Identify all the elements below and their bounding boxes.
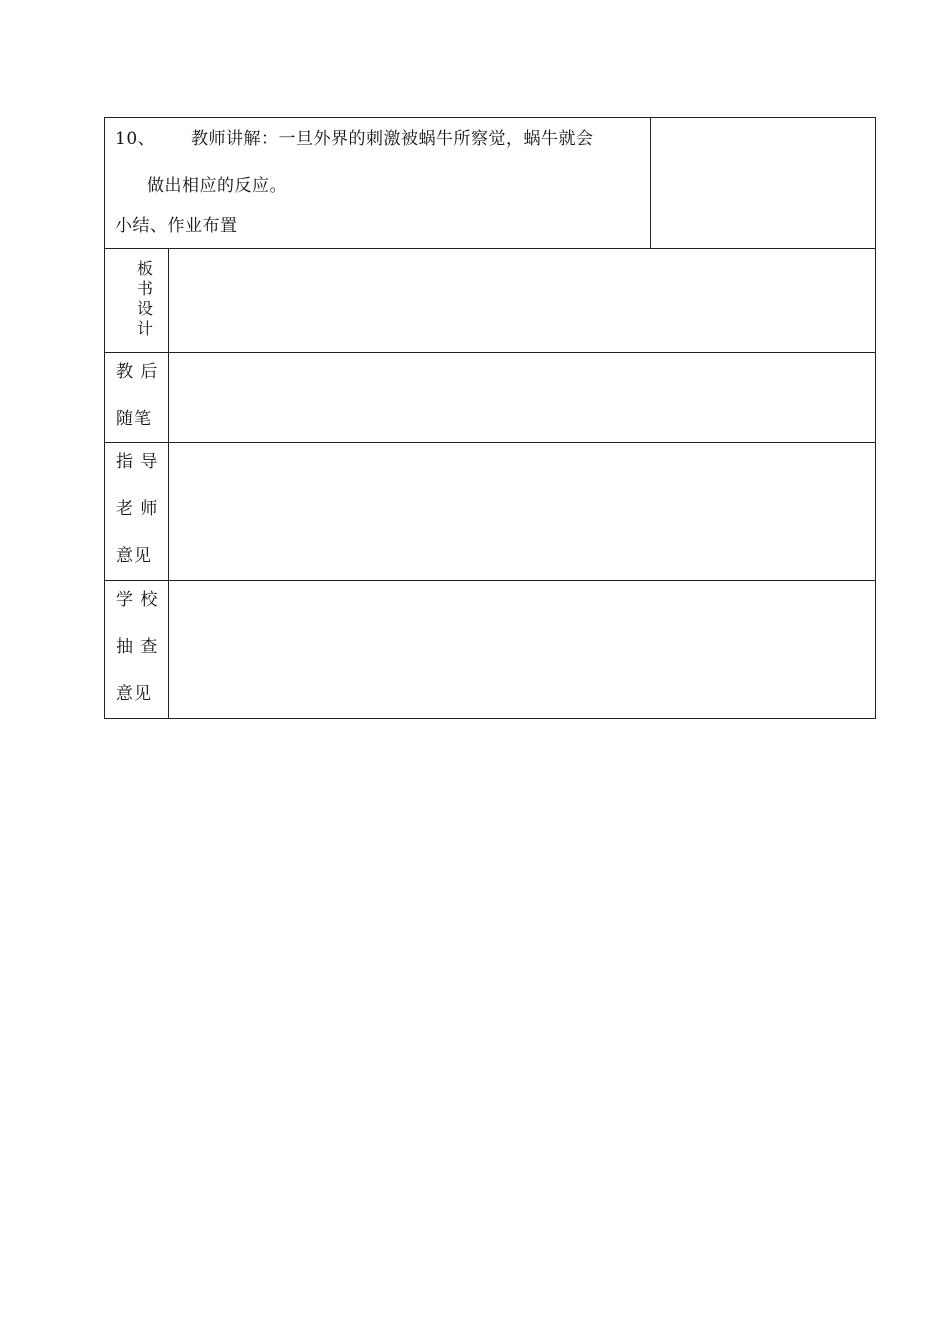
mentor-opinion-label-3: 意见 <box>116 546 152 566</box>
after-class-notes-row <box>104 353 876 443</box>
board-design-label: 板书设计 <box>136 259 153 338</box>
after-class-notes-label-cell <box>105 353 169 442</box>
school-check-label-cell <box>105 581 169 718</box>
lesson-step-cell <box>105 118 651 248</box>
lesson-step-row <box>104 117 876 249</box>
school-check-row <box>104 581 876 719</box>
mentor-opinion-label-2: 老 师 <box>116 499 159 519</box>
mentor-opinion-label-1: 指 导 <box>116 452 159 472</box>
mentor-opinion-label-cell <box>105 443 169 580</box>
school-check-content <box>169 581 875 718</box>
school-check-label-2: 抽 查 <box>116 637 159 657</box>
step-number: 10、 <box>115 129 156 149</box>
after-class-notes-label-1: 教 后 <box>116 362 159 382</box>
after-class-notes-label-2: 随笔 <box>116 409 152 429</box>
school-check-label-3: 意见 <box>116 684 152 704</box>
board-design-label-cell <box>105 249 169 352</box>
summary-text: 小结、作业布置 <box>115 216 238 236</box>
after-class-notes-content <box>169 353 875 442</box>
mentor-opinion-content <box>169 443 875 580</box>
board-design-row <box>104 249 876 353</box>
school-check-label-1: 学 校 <box>116 590 159 610</box>
board-design-content <box>169 249 875 352</box>
step-continuation: 做出相应的反应。 <box>147 176 287 196</box>
lesson-notes-cell <box>651 118 875 248</box>
step-text: 教师讲解：一旦外界的刺激被蜗牛所察觉，蜗牛就会 <box>191 129 594 149</box>
mentor-opinion-row <box>104 443 876 581</box>
